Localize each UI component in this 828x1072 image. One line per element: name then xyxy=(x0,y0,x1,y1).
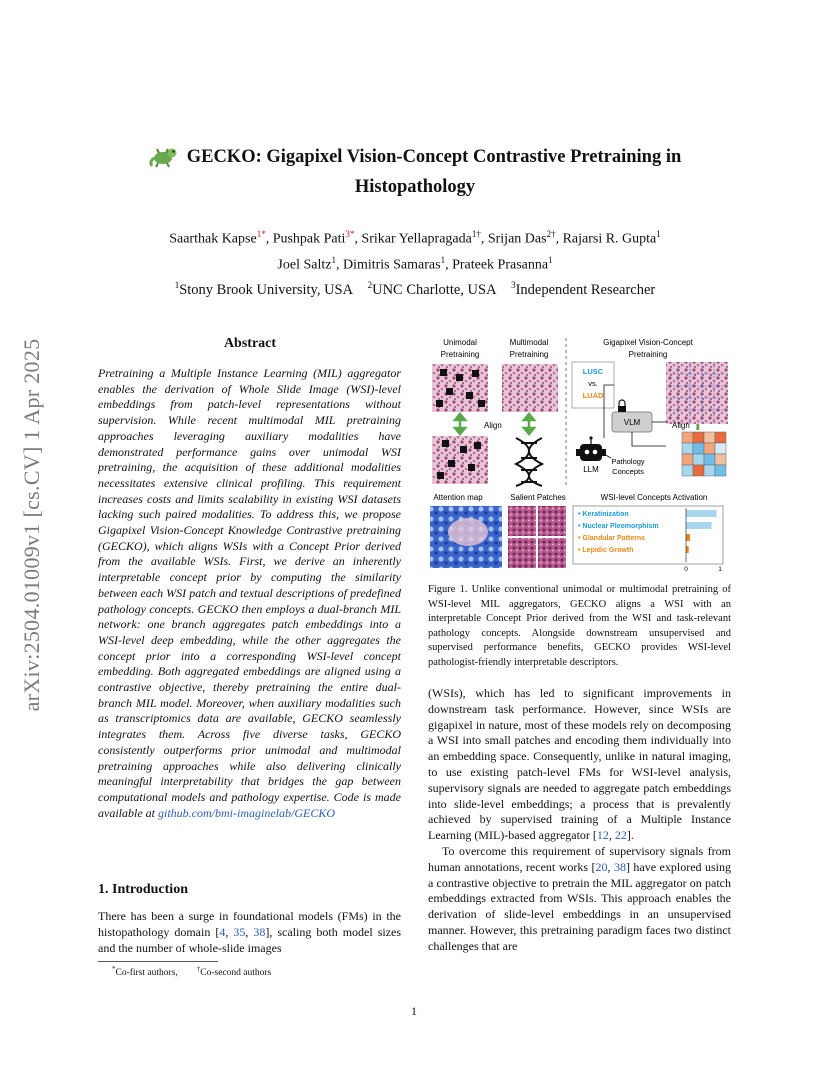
author-sup: 2† xyxy=(546,229,556,239)
paragraph-text: To overcome this requirement of supervisory signals from human annotations, recent works [ xyxy=(428,843,731,874)
paragraph: To overcome this requirement of supervisory signals from human annotations, recent works [20, 38] have explored using a contrastive objective to pretrain the MIL aggregator on patch embeddings extracted from WSIs. This approach enables the derivation of slide-level embeddings in an unsupervised manner. However, this pretraining paradigm faces two distinct challenges that are xyxy=(428,843,732,953)
figure-1 xyxy=(428,336,731,572)
citation-link[interactable]: 38 xyxy=(613,859,626,874)
paragraph-text: ] have explored using a contrastive objective to pretrain the MIL aggregator on patch embeddings extracted from WSIs. This approach enables the derivation of slide-level embeddings in an unsupervised manner. However, this pretraining paradigm faces two distinct challenges that are xyxy=(428,859,732,953)
author: Saarthak Kapse xyxy=(169,231,257,247)
citation-link[interactable]: 20 xyxy=(595,859,608,874)
align-arrow xyxy=(524,414,534,434)
label-lusc: LUSC xyxy=(582,367,604,376)
abstract-body xyxy=(98,366,401,821)
concept-label: • Lepidic Growth xyxy=(578,547,634,554)
label-pathology-concepts: Pathology xyxy=(611,457,645,466)
abstract-heading: Abstract xyxy=(223,336,277,351)
affiliation: Stony Brook University, USA xyxy=(179,281,354,298)
label-gigapixel: Gigapixel Vision-Concept xyxy=(603,338,693,347)
author-sup: 1 xyxy=(440,254,446,265)
citation-link[interactable]: 4 xyxy=(219,925,226,939)
concept-bar xyxy=(686,534,690,541)
footnote-2: Co-second authors xyxy=(200,968,272,979)
svg-text:Pretraining: Pretraining xyxy=(440,350,480,359)
page-number: 1 xyxy=(411,1004,417,1018)
label-llm: LLM xyxy=(583,465,599,474)
author-list: Saarthak Kapse$^{1*}$, Pushpak Pati$^{3*}$, Srikar Yellapragada$^{1\dagger}$, Srijan Das$^{2\dagger}$, Rajarsi R. Gupta$^1$ Joel Saltz$^1$, Dimitris Samaras$^1$, Prateek Prasanna$^1$ xyxy=(169,229,661,273)
concept-bar xyxy=(686,546,689,553)
footnotes: *Co-first authors, †Co-second authors xyxy=(112,965,272,979)
citation-link[interactable]: 12 xyxy=(596,828,609,843)
footnote-rule xyxy=(98,961,218,962)
dna-icon xyxy=(516,438,542,486)
label-salient-patches: Salient Patches xyxy=(510,493,566,502)
author-sup: 1 xyxy=(656,229,661,239)
affiliation: Independent Researcher xyxy=(515,281,656,298)
author: Joel Saltz xyxy=(277,257,332,273)
lock-icon xyxy=(618,400,626,412)
concept-label: • Glandular Patterns xyxy=(578,535,646,542)
abstract-text: Pretraining a Multiple Instance Learning (MIL) aggregator enables the derivation of Whole Slide Image (WSI)-level embeddings from patch-level representations without supervision. While recent multimodal MIL pretraining approaches leveraging auxiliary modalities have demonstrated performance gains over unimodal WSI pretraining, the acquisition of these additional modalities necessitates extensive clinical profiling. This requirement increases costs and limits scalability in existing WSI datasets lacking such paired modalities. To address this, we propose Gigapixel Vision-Concept Knowledge Contrastive pretraining (GECKO), which aligns WSIs with a Concept Prior derived from the available WSIs. First, we derive an inherently interpretable concept prior by computing the similarity between each WSI patch and textual descriptions of predefined pathology concepts. GECKO then employs a dual-branch MIL network: one branch aggregates patch embeddings into a WSI-level deep embedding, while the other aggregates the concept prior into a corresponding WSI-level concept embedding. Both aggregated embeddings are aligned using a contrastive objective, thereby pretraining the entire dual-branch MIL model. Moreover, when auxiliary modalities such as transcriptomics data are available, GECKO seamlessly integrates them. Across five diverse tasks, GECKO consistently outperforms prior unimodal and multimodal pretraining approaches while also delivering clinically meaningful interpretability that bridges the gap between computational models and pathology expertise. Code is made available at xyxy=(98,366,401,820)
concept-prior-grid xyxy=(682,432,726,476)
citation-link[interactable]: 22 xyxy=(614,828,627,843)
arxiv-id: arXiv:2504.01009v1 [cs.CV] 1 Apr 2025 xyxy=(19,338,44,712)
citation-link[interactable]: 38 xyxy=(253,925,266,939)
author: Dimitris Samaras xyxy=(342,257,441,273)
intro-body: There has been a surge in foundational models (FMs) in the histopathology domain [4, 35, 38], scaling both model sizes and the number of whole-slide images xyxy=(98,909,402,955)
salient-patch xyxy=(538,506,566,536)
label-attention-map: Attention map xyxy=(433,493,483,502)
paragraph-text: ]. xyxy=(626,828,634,843)
title-line-1: GECKO: Gigapixel Vision-Concept Contrastive Pretraining in xyxy=(186,147,682,167)
label-wsi-concepts: WSI-level Concepts Activation xyxy=(600,493,708,502)
citation-link[interactable]: 35 xyxy=(233,925,246,939)
intro-text: ], scaling both model sizes and the number of whole-slide images xyxy=(98,925,402,955)
label-unimodal: Unimodal xyxy=(443,338,477,347)
label-vs: vs. xyxy=(588,379,598,388)
affil-sup: 2 xyxy=(367,280,373,290)
right-column-text xyxy=(428,686,731,955)
axis-label-1: 1 xyxy=(718,566,722,572)
paragraph: (WSIs), which has led to significant improvements in downstream task performance. However, since WSIs are gigapixel in nature, most of these models rely on decomposing a WSI into small patches and encoding them individually into an embedding space. Consequently, unlike in natural imaging, to use existing patch-level FMs for WSI-level analysis, supervisory signals are needed to aggregate patch embeddings into slide-level embeddings; a process that is prevalently achieved by supervised training of a Multiple Instance Learning (MIL)-based aggregator [12, 22]. xyxy=(428,686,731,843)
affiliation: UNC Charlotte, USA xyxy=(372,281,497,298)
align-right-label: Align xyxy=(672,421,690,430)
svg-text:Pretraining: Pretraining xyxy=(628,350,668,359)
author: Pushpak Pati xyxy=(272,231,346,247)
align-arrow xyxy=(455,414,465,434)
align-left-label: Align xyxy=(484,421,502,430)
code-link[interactable]: github.com/bmi-imaginelab/GECKO xyxy=(158,805,335,820)
affil-sup: 1 xyxy=(174,280,180,290)
salient-patch xyxy=(538,538,566,568)
arxiv-stamp xyxy=(6,290,58,760)
author: Prateek Prasanna xyxy=(452,257,549,273)
concept-label: • Keratinization xyxy=(578,511,629,518)
salient-patch xyxy=(508,538,536,568)
concept-bar xyxy=(686,510,717,517)
affil-sup: 3 xyxy=(511,280,516,290)
figure-caption: Figure 1. Unlike conventional unimodal or multimodal pretraining of WSI-level MIL aggregators, GECKO aligns a WSI with an interpretable Concept Prior derived from the WSI and task-relevant pathology concepts. Alongside downstream unsupervised and supervised performance benefits, GECKO provides WSI-level pathologist-friendly interpretable descriptors. xyxy=(428,584,731,668)
label-vlm: VLM xyxy=(623,418,641,427)
author: Rajarsi R. Gupta xyxy=(562,231,657,247)
svg-text:Concepts: Concepts xyxy=(612,467,644,476)
author-sup: 1 xyxy=(548,254,553,265)
salient-patch xyxy=(508,506,536,536)
wsi-image xyxy=(502,364,558,412)
svg-text:Pretraining: Pretraining xyxy=(509,350,549,359)
author-sup: 1† xyxy=(471,229,481,239)
robot-icon xyxy=(576,436,606,461)
footnote-1: Co-first authors, xyxy=(115,968,178,979)
intro-heading: 1. Introduction xyxy=(98,882,188,897)
author-sup: 1 xyxy=(331,254,336,265)
axis-label-0: 0 xyxy=(684,566,688,572)
affiliations xyxy=(100,280,730,299)
concept-bar xyxy=(686,522,712,529)
title-line-2: Histopathology xyxy=(354,177,476,197)
intro-text: There has been a surge in foundational models (FMs) in the histopathology domain [ xyxy=(98,909,401,939)
author: Srijan Das xyxy=(487,231,547,247)
concept-label: • Nuclear Pleomorphism xyxy=(578,523,659,530)
paragraph-text: (WSIs), which has led to significant improvements in downstream task performance. However, since WSIs are gigapixel in nature, most of these models rely on decomposing a WSI into small patches and encoding them individually into an embedding space. Consequently, unlike in natural imaging, to use existing patch-level FMs for WSI-level analysis, supervisory signals are needed to aggregate patch embeddings into slide-level embeddings; a process that is prevalently achieved by supervised training of a Multiple Instance Learning (MIL)-based aggregator [ xyxy=(428,686,731,843)
wsi-image xyxy=(666,362,728,424)
author-sup: 3* xyxy=(345,229,355,239)
paper-title xyxy=(120,144,710,199)
author: Srikar Yellapragada xyxy=(361,231,472,247)
gecko-icon xyxy=(149,144,179,175)
label-luad: LUAD xyxy=(582,391,604,400)
label-multimodal: Multimodal xyxy=(509,338,549,347)
author-sup: 1* xyxy=(256,229,266,239)
